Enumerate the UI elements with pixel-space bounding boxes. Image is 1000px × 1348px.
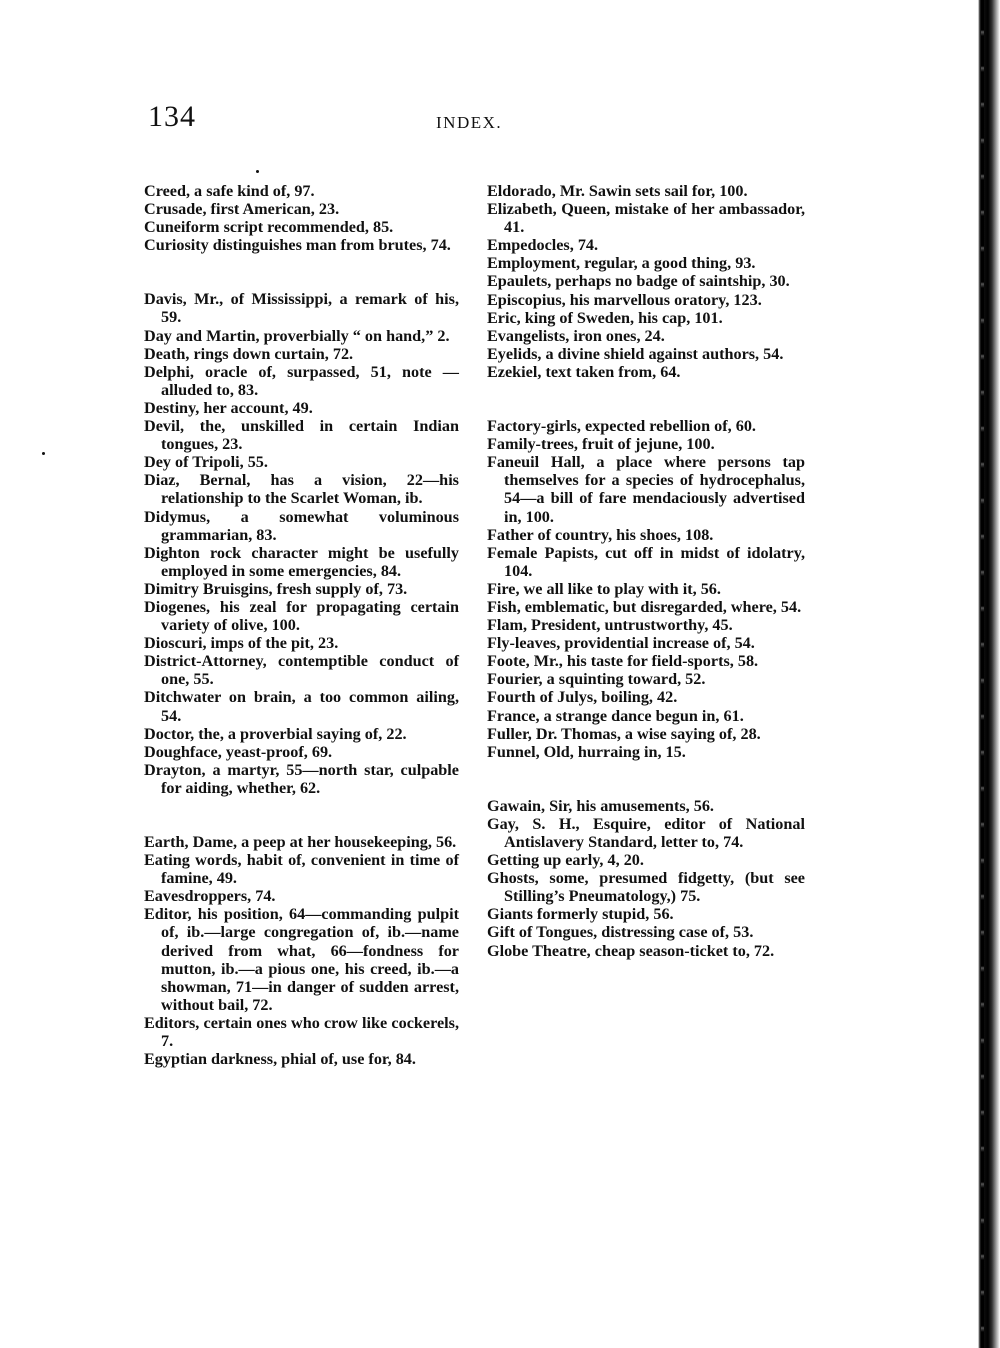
index-entry: Flam, President, untrustworthy, 45. — [487, 616, 733, 635]
letter-group-gap — [144, 254, 459, 290]
index-entry: Dighton rock character might be usefully employed in some emergencies, 84. — [144, 543, 459, 580]
index-entry: Ezekiel, text taken from, 64. — [487, 362, 681, 381]
index-entry: Faneuil Hall, a place where persons tap themselves for a species of hydrocephalus, 54—a bill of fare mendaciously advertised in, 100. — [487, 453, 805, 526]
index-entry: Dioscuri, imps of the pit, 23. — [144, 634, 339, 653]
ink-speck — [42, 452, 45, 455]
index-entry: Funnel, Old, hurraing in, 15. — [487, 742, 686, 761]
index-entry: Egyptian darkness, phial of, use for, 84. — [144, 1050, 416, 1069]
index-entry: Diogenes, his zeal for propagating certain variety of olive, 100. — [144, 597, 459, 635]
index-entry: Ditchwater on brain, a too common ailing, 54. — [144, 688, 459, 725]
index-letter-group — [144, 290, 459, 797]
index-entry: Dey of Tripoli, 55. — [144, 453, 268, 472]
index-letter-group — [487, 182, 805, 381]
index-entry: Dimitry Bruisgins, fresh supply of, 73. — [144, 579, 408, 598]
index-entry: Ghosts, some, presumed fidgetty, (but see Stilling’s Pneumatology,) 75. — [487, 869, 805, 906]
index-entry: Creed, a safe kind of, 97. — [144, 182, 315, 200]
index-letter-group — [487, 417, 805, 761]
index-entry: Day and Martin, proverbially “ on hand,” 2. — [144, 326, 450, 345]
letter-group-gap — [487, 381, 805, 417]
index-entry: Eating words, habit of, convenient in time of famine, 49. — [144, 851, 459, 888]
letter-group-gap — [487, 761, 805, 797]
index-entry: Crusade, first American, 23. — [144, 200, 340, 219]
index-entry: Gawain, Sir, his amusements, 56. — [487, 796, 714, 815]
index-entry: Eldorado, Mr. Sawin sets sail for, 100. — [487, 182, 748, 200]
index-entry: Employment, regular, a good thing, 93. — [487, 254, 756, 273]
index-entry: Episcopius, his marvellous oratory, 123. — [487, 290, 762, 309]
index-entry: Family-trees, fruit of jejune, 100. — [487, 435, 715, 454]
index-letter-group — [487, 797, 805, 960]
index-entry: Devil, the, unskilled in certain Indian tongues, 23. — [144, 417, 459, 454]
page-edge-binding — [974, 0, 1000, 1348]
index-entry: Eavesdroppers, 74. — [144, 887, 276, 906]
index-entry: Davis, Mr., of Mississippi, a remark of his, 59. — [144, 290, 459, 327]
index-entry: Death, rings down curtain, 72. — [144, 344, 354, 363]
index-entry: Eric, king of Sweden, his cap, 101. — [487, 308, 723, 327]
index-entry: Getting up early, 4, 20. — [487, 851, 644, 870]
index-entry: Editors, certain ones who crow like cockerels, 7. — [144, 1013, 459, 1051]
index-entry: Father of country, his shoes, 108. — [487, 525, 714, 544]
index-entry: France, a strange dance begun in, 61. — [487, 706, 744, 725]
ink-speck — [256, 170, 259, 173]
index-entry: Diaz, Bernal, has a vision, 22—his relationship to the Scarlet Woman, ib. — [144, 471, 459, 508]
index-entry: Fourth of Julys, boiling, 42. — [487, 688, 678, 707]
index-column-right — [487, 182, 805, 960]
index-entry: Globe Theatre, cheap season-ticket to, 72. — [487, 941, 775, 960]
running-head: INDEX. — [436, 113, 503, 132]
index-entry: Fire, we all like to play with it, 56. — [487, 579, 721, 598]
index-entry: Fourier, a squinting toward, 52. — [487, 670, 706, 689]
index-entry: Cuneiform script recommended, 85. — [144, 218, 394, 237]
index-column-left — [144, 182, 459, 1068]
index-entry: District-Attorney, contemptible conduct of one, 55. — [144, 652, 459, 689]
index-entry: Earth, Dame, a peep at her housekeeping, 56. — [144, 833, 457, 851]
page-number: 134 — [148, 100, 196, 133]
index-entry: Curiosity distinguishes man from brutes, 74. — [144, 236, 451, 255]
index-letter-group — [144, 833, 459, 1068]
index-entry: Epaulets, perhaps no badge of saintship, 30. — [487, 272, 790, 291]
index-entry: Destiny, her account, 49. — [144, 398, 313, 417]
index-entry: Evangelists, iron ones, 24. — [487, 326, 665, 345]
index-entry: Fly-leaves, providential increase of, 54. — [487, 634, 755, 653]
index-entry: Eyelids, a divine shield against authors, 54. — [487, 344, 784, 363]
index-entry: Delphi, oracle of, surpassed, 51, note —alluded to, 83. — [144, 362, 459, 399]
index-entry: Fish, emblematic, but disregarded, where, 54. — [487, 597, 802, 616]
page-edge-shadow — [981, 0, 984, 1348]
index-entry: Didymus, a somewhat voluminous grammarian, 83. — [144, 507, 459, 544]
index-entry: Doctor, the, a proverbial saying of, 22. — [144, 724, 407, 743]
index-entry: Female Papists, cut off in midst of idolatry, 104. — [487, 543, 805, 580]
index-entry: Elizabeth, Queen, mistake of her ambassador, 41. — [487, 200, 805, 237]
index-entry: Editor, his position, 64—commanding pulpit of, ib.—large congregation of, ib.—name derived from what, 66—fondness for mutton, ib.—a pious one, his creed, ib.—a showman, 71—in danger of sudden arrest, without bail, 72. — [144, 905, 459, 1014]
index-entry: Gay, S. H., Esquire, editor of National Antislavery Standard, letter to, 74. — [487, 814, 805, 851]
index-letter-group — [144, 182, 459, 254]
letter-group-gap — [144, 797, 459, 833]
index-entry: Fuller, Dr. Thomas, a wise saying of, 28. — [487, 724, 761, 743]
index-entry: Factory-girls, expected rebellion of, 60. — [487, 417, 756, 436]
index-entry: Gift of Tongues, distressing case of, 53. — [487, 923, 754, 942]
index-entry: Drayton, a martyr, 55—north star, culpable for aiding, whether, 62. — [144, 760, 459, 797]
index-entry: Empedocles, 74. — [487, 236, 599, 255]
index-entry: Foote, Mr., his taste for field-sports, 58. — [487, 652, 759, 671]
index-entry: Doughface, yeast-proof, 69. — [144, 742, 333, 761]
index-entry: Giants formerly stupid, 56. — [487, 905, 674, 924]
